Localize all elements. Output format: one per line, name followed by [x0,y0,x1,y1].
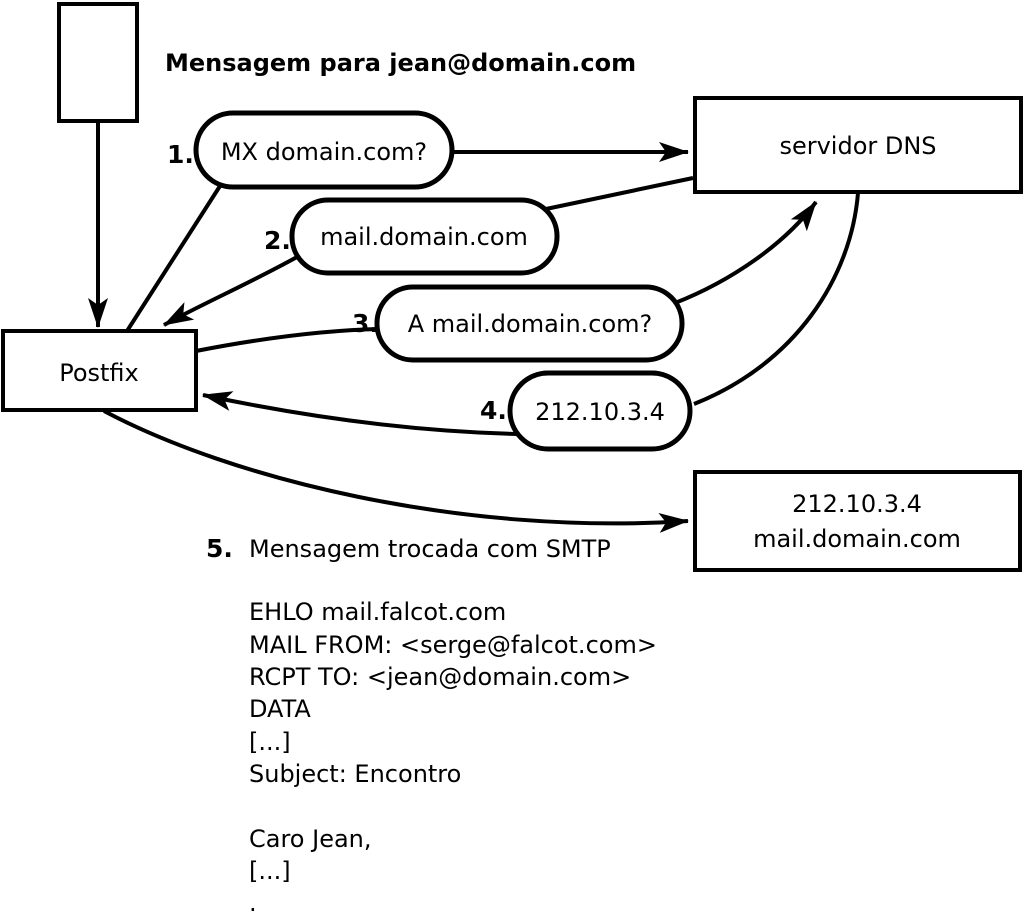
smtp-line-subject: Subject: Encontro [249,760,462,788]
arrow-step2-to-postfix [164,257,297,325]
smtp-line-end-dot: . [249,889,257,917]
message-for-label: Mensagem para jean@domain.com [165,49,637,77]
step1-label: MX domain.com? [220,138,428,166]
arrow-step3-to-dns [675,202,816,303]
step3-number: 3. [352,309,379,338]
mail-server-box [695,472,1020,570]
smtp-line-ehlo: EHLO mail.falcot.com [249,598,507,626]
step2-label: mail.domain.com [320,223,528,251]
line-postfix-to-step1 [127,186,220,331]
arrow-step4-to-postfix [203,395,517,434]
step1-number: 1. [167,140,194,169]
step5-number: 5. [206,534,233,563]
step3-label: A mail.domain.com? [407,310,653,338]
dns-server-label: servidor DNS [779,132,937,160]
smtp-line-data: DATA [249,695,311,723]
message-box [59,4,137,121]
line-dns-to-step2 [546,178,693,209]
smtp-session-block [249,598,657,917]
step4-number: 4. [480,396,507,425]
smtp-line-mail-from: MAIL FROM: <serge@falcot.com> [249,631,657,659]
smtp-line-ellipsis-1: [...] [249,728,291,756]
smtp-line-ellipsis-2: [...] [249,857,291,885]
smtp-line-rcpt-to: RCPT TO: <jean@domain.com> [249,663,632,691]
mail-server-ip-label: 212.10.3.4 [792,490,922,518]
smtp-line-greeting: Caro Jean, [249,825,372,853]
postfix-label: Postfix [59,359,139,387]
line-dns-to-step4 [694,193,858,404]
step5-label: Mensagem trocada com SMTP [249,535,611,563]
step4-label: 212.10.3.4 [535,398,665,426]
step2-number: 2. [264,226,291,255]
mail-server-host-label: mail.domain.com [753,525,961,553]
